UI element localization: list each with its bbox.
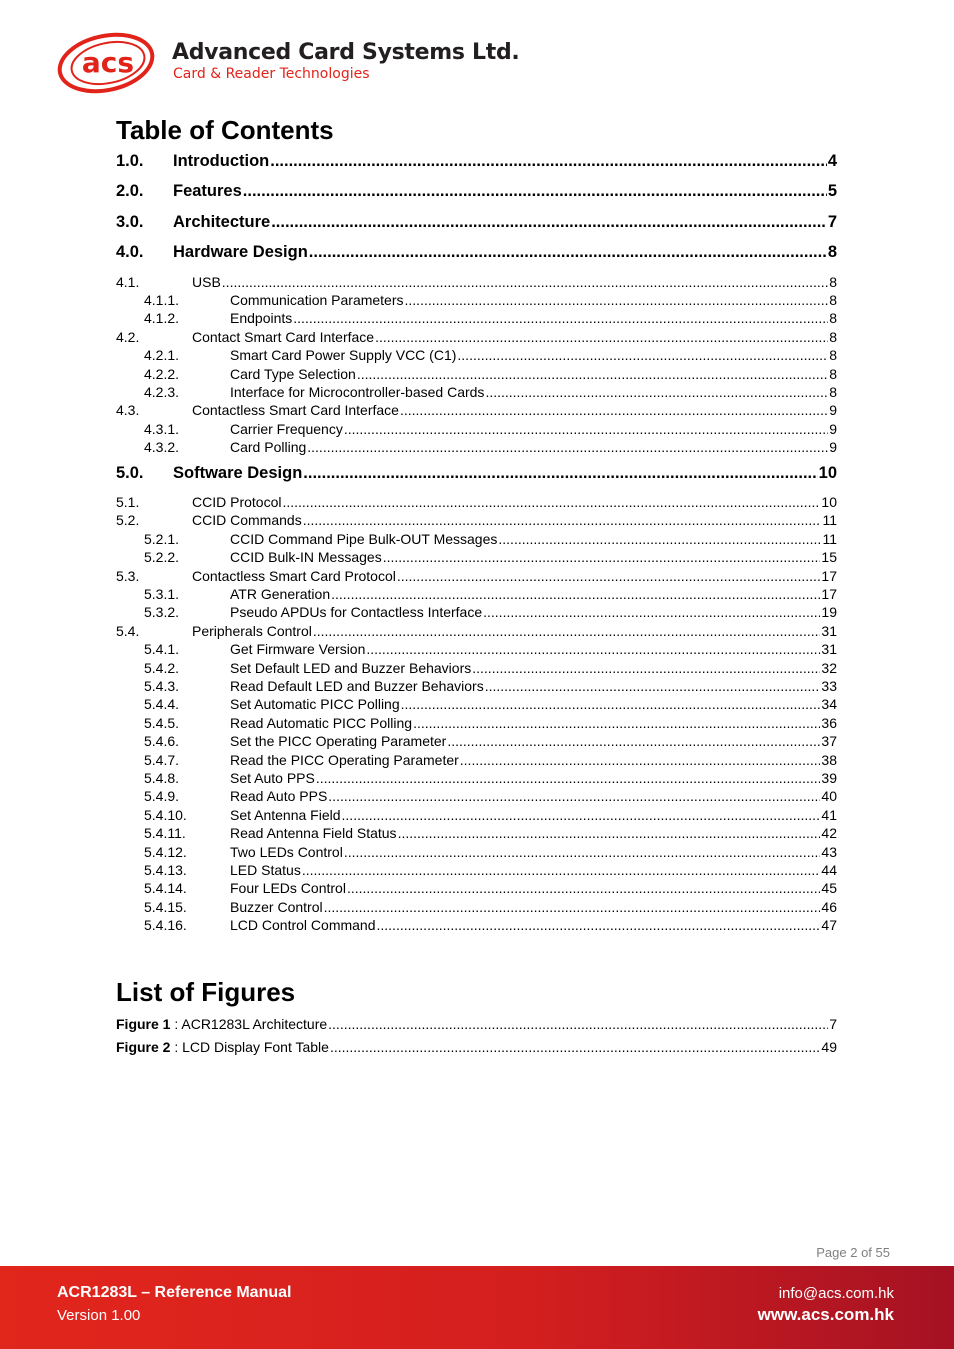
toc-entry-title: Two LEDs Control <box>230 843 343 860</box>
toc-entry[interactable] <box>116 715 837 731</box>
toc-entry-page: 11 <box>822 512 837 529</box>
toc-entry-number: 5.1. <box>116 494 140 510</box>
toc-entry-page: 4 <box>827 152 837 170</box>
toc-entry-number: 5.4.8. <box>144 770 180 786</box>
toc-entry[interactable] <box>116 807 837 823</box>
toc-entry-page: 8 <box>829 328 837 345</box>
toc-entry[interactable] <box>116 464 837 483</box>
toc-entry[interactable] <box>116 752 837 768</box>
toc-leader-dots <box>316 770 821 786</box>
toc-entry-number: 4.2.1. <box>144 347 180 364</box>
toc-leader-dots <box>472 660 820 676</box>
footer-email[interactable]: info@acs.com.hk <box>778 1285 894 1302</box>
toc-entry-number: 5.4.14. <box>144 880 187 897</box>
toc-entry-title: LED Status <box>230 862 301 878</box>
toc-entry-number: 5.4.6. <box>144 733 180 750</box>
toc-leader-dots <box>398 825 821 841</box>
figure-page: 49 <box>821 1039 837 1055</box>
company-tagline: Card & Reader Technologies <box>173 66 370 82</box>
toc-entry-page: 8 <box>829 292 837 308</box>
toc-entry-title: Read the PICC Operating Parameter <box>230 751 459 768</box>
toc-entry-title: Carrier Frequency <box>230 420 343 437</box>
toc-entry-number: 5.4.4. <box>144 696 180 713</box>
toc-entry-number: 3.0. <box>116 212 144 231</box>
toc-entry-title: Contact Smart Card Interface <box>192 328 375 345</box>
toc-entry-number: 4.3.1. <box>144 420 180 437</box>
toc-entry[interactable] <box>116 182 837 201</box>
toc-entry-title: ATR Generation <box>230 586 331 602</box>
toc-leader-dots <box>377 917 821 933</box>
toc-entry-number: 4.2. <box>116 328 140 345</box>
toc-entry[interactable] <box>116 788 837 804</box>
toc-entry[interactable] <box>116 586 837 602</box>
toc-entry-page: 8 <box>829 310 837 327</box>
toc-leader-dots <box>243 182 827 201</box>
toc-leader-dots <box>383 549 821 565</box>
toc-entry-page: 41 <box>821 806 837 823</box>
toc-entry-page: 8 <box>829 347 837 364</box>
toc-entry[interactable] <box>116 439 837 455</box>
toc-entry-title: CCID Commands <box>192 512 302 529</box>
toc-entry-number: 4.1. <box>116 273 140 290</box>
toc-leader-dots <box>344 421 828 437</box>
figure-leader-dots <box>328 1016 828 1032</box>
toc-entry[interactable] <box>116 421 837 437</box>
toc-leader-dots <box>282 494 820 510</box>
toc-entry-page: 10 <box>818 463 837 482</box>
company-logo <box>56 32 520 94</box>
toc-leader-dots <box>331 586 820 602</box>
page-number: Page 2 of 55 <box>816 1245 890 1260</box>
toc-entry-number: 5.3.1. <box>144 586 180 602</box>
toc-leader-dots <box>413 715 820 731</box>
toc-entry[interactable] <box>116 329 837 345</box>
toc-entry-page: 38 <box>821 751 837 768</box>
toc-entry-page: 17 <box>821 567 837 584</box>
toc-entry-number: 5.4.1. <box>144 641 180 658</box>
toc-entry[interactable] <box>116 213 837 232</box>
toc-entry-page: 8 <box>829 365 837 382</box>
toc-entry[interactable] <box>116 678 837 694</box>
toc-leader-dots <box>460 752 821 768</box>
figure-entry[interactable] <box>116 1016 837 1032</box>
toc-entry-title: Set the PICC Operating Parameter <box>230 733 447 750</box>
toc-entry-page: 43 <box>821 843 837 860</box>
toc-entry-number: 2.0. <box>116 182 144 201</box>
toc-entry-number: 5.0. <box>116 463 144 482</box>
toc-leader-dots <box>405 292 829 308</box>
toc-entry-title: Architecture <box>173 212 271 231</box>
toc-entry[interactable] <box>116 531 837 547</box>
toc-entry-title: Software Design <box>173 463 303 482</box>
toc-leader-dots <box>342 807 821 823</box>
toc-entry-page: 9 <box>829 439 837 456</box>
toc-entry-number: 5.4.9. <box>144 788 180 805</box>
toc-entry-page: 8 <box>829 384 837 400</box>
toc-entry-number: 5.4.3. <box>144 678 180 694</box>
toc-entry-page: 31 <box>821 641 837 658</box>
toc-entry-page: 7 <box>827 212 837 231</box>
page-footer <box>0 1266 954 1349</box>
footer-version: Version 1.00 <box>57 1307 141 1324</box>
toc-entry-title: Set Automatic PICC Polling <box>230 696 400 713</box>
toc-entry-number: 5.4.10. <box>144 806 187 823</box>
toc-entry-page: 19 <box>821 604 837 621</box>
toc-entry-title: Introduction <box>173 152 270 170</box>
toc-entry-page: 40 <box>821 788 837 805</box>
toc-entry-title: Peripherals Control <box>192 622 312 639</box>
toc-entry-page: 15 <box>821 549 837 566</box>
toc-entry-page: 42 <box>821 825 837 842</box>
toc-entry-number: 4.1.1. <box>144 292 180 308</box>
toc-entry-number: 5.4. <box>116 622 140 639</box>
toc-leader-dots <box>485 384 828 400</box>
toc-entry[interactable] <box>116 641 837 657</box>
toc-entry-page: 45 <box>821 880 837 897</box>
toc-entry[interactable] <box>116 512 837 528</box>
toc-entry-number: 5.4.13. <box>144 862 187 878</box>
toc-entry[interactable] <box>116 494 837 510</box>
toc-entry-title: Interface for Microcontroller-based Cards <box>230 384 485 400</box>
toc-entry-number: 5.4.16. <box>144 917 187 934</box>
toc-leader-dots <box>366 641 820 657</box>
toc-leader-dots <box>324 899 821 915</box>
toc-entry-page: 44 <box>821 862 837 878</box>
acs-logo-icon <box>56 32 160 94</box>
toc-leader-dots <box>293 310 828 326</box>
toc-leader-dots <box>313 623 821 639</box>
toc-entry-title: Set Antenna Field <box>230 806 341 823</box>
toc-entry[interactable] <box>116 347 837 363</box>
figure-entry[interactable] <box>116 1039 837 1055</box>
toc-entry[interactable] <box>116 917 837 933</box>
toc-entry[interactable] <box>116 733 837 749</box>
toc-entry-title: Smart Card Power Supply VCC (C1) <box>230 347 457 364</box>
toc-leader-dots <box>344 844 821 860</box>
toc-entry-title: Card Type Selection <box>230 365 356 382</box>
toc-entry-title: Read Auto PPS <box>230 788 328 805</box>
toc-entry[interactable] <box>116 862 837 878</box>
toc-leader-dots <box>447 733 820 749</box>
toc-entry-number: 5.4.15. <box>144 898 187 915</box>
toc-entry-title: Set Default LED and Buzzer Behaviors <box>230 659 472 676</box>
toc-entry-number: 5.3.2. <box>144 604 180 621</box>
footer-product: ACR1283L – Reference Manual <box>57 1284 292 1301</box>
toc-leader-dots <box>271 213 827 232</box>
company-name: Advanced Card Systems Ltd. <box>172 40 520 65</box>
toc-entry-number: 4.1.2. <box>144 310 180 327</box>
toc-leader-dots <box>397 568 821 584</box>
toc-entry-page: 39 <box>821 770 837 786</box>
toc-leader-dots <box>375 329 828 345</box>
toc-entry-title: Contactless Smart Card Interface <box>192 402 399 419</box>
toc-entry[interactable] <box>116 880 837 896</box>
toc-entry-page: 36 <box>821 714 837 731</box>
toc-entry-number: 4.0. <box>116 243 144 262</box>
toc-entry-page: 31 <box>821 622 837 639</box>
figure-caption: : ACR1283L Architecture <box>170 1016 328 1032</box>
toc-entry-title: Read Automatic PICC Polling <box>230 714 413 731</box>
toc-entry[interactable] <box>116 899 837 915</box>
toc-entry-title: Pseudo APDUs for Contactless Interface <box>230 604 483 621</box>
toc-leader-dots <box>302 862 821 878</box>
toc-entry-number: 5.3. <box>116 567 140 584</box>
toc-entry-number: 5.2.2. <box>144 549 180 566</box>
toc-leader-dots <box>328 788 820 804</box>
toc-entry-title: CCID Bulk-IN Messages <box>230 549 382 566</box>
toc-entry-page: 10 <box>821 494 837 510</box>
toc-entry-page: 32 <box>821 659 837 676</box>
toc-entry[interactable] <box>116 152 837 171</box>
figure-leader-dots <box>330 1039 820 1055</box>
logo-text: acs <box>81 46 135 79</box>
toc-entry-title: Endpoints <box>230 310 293 327</box>
toc-entry-title: Four LEDs Control <box>230 880 346 897</box>
toc-entry-number: 4.3.2. <box>144 439 180 456</box>
toc-entry-page: 11 <box>822 530 837 547</box>
toc-entry-title: Get Firmware Version <box>230 641 366 658</box>
toc-entry-title: Buzzer Control <box>230 898 323 915</box>
toc-entry[interactable] <box>116 402 837 418</box>
toc-entry-title: Read Antenna Field Status <box>230 825 397 842</box>
toc-entry-page: 33 <box>821 678 837 694</box>
toc-entry-number: 5.2.1. <box>144 530 180 547</box>
toc-entry-number: 5.4.12. <box>144 843 187 860</box>
toc-entry-number: 5.2. <box>116 512 140 529</box>
toc-leader-dots <box>401 696 821 712</box>
toc-entry-title: Hardware Design <box>173 243 308 262</box>
toc-leader-dots <box>498 531 821 547</box>
toc-entry-number: 4.3. <box>116 402 140 419</box>
toc-entry-page: 34 <box>821 696 837 713</box>
toc-entry-title: Card Polling <box>230 439 307 456</box>
toc-entry-number: 5.4.7. <box>144 751 180 768</box>
figure-label: Figure 1 <box>116 1016 171 1032</box>
toc-entry-title: Features <box>173 182 242 201</box>
toc-entry-number: 4.2.3. <box>144 384 180 400</box>
toc-leader-dots <box>357 366 828 382</box>
toc-entry-page: 8 <box>827 243 837 262</box>
toc-entry-title: Communication Parameters <box>230 292 404 308</box>
toc-entry-page: 46 <box>821 898 837 915</box>
toc-entry[interactable] <box>116 292 837 308</box>
toc-entry-title: Set Auto PPS <box>230 770 315 786</box>
figure-caption: : LCD Display Font Table <box>170 1039 329 1055</box>
toc-entry[interactable] <box>116 825 837 841</box>
toc-entry-number: 5.4.2. <box>144 659 180 676</box>
toc-entry[interactable] <box>116 310 837 326</box>
toc-entry[interactable] <box>116 604 837 620</box>
toc-entry[interactable] <box>116 770 837 786</box>
toc-entry-page: 17 <box>821 586 837 602</box>
figure-label: Figure 2 <box>116 1039 171 1055</box>
toc-entry[interactable] <box>116 243 837 262</box>
footer-website[interactable]: www.acs.com.hk <box>757 1305 894 1324</box>
toc-title: Table of Contents <box>116 115 334 145</box>
toc-leader-dots <box>483 604 820 620</box>
toc-entry[interactable] <box>116 366 837 382</box>
toc-leader-dots <box>400 402 828 418</box>
toc-entry[interactable] <box>116 696 837 712</box>
toc-entry-title: LCD Control Command <box>230 917 376 934</box>
toc-leader-dots <box>347 880 820 896</box>
toc-leader-dots <box>309 243 827 262</box>
toc-leader-dots <box>307 439 828 455</box>
toc-entry-page: 9 <box>829 402 837 419</box>
figures-title: List of Figures <box>116 977 296 1007</box>
toc-entry-number: 5.4.5. <box>144 714 180 731</box>
toc-entry[interactable] <box>116 549 837 565</box>
toc-entry-page: 47 <box>821 917 837 934</box>
toc-leader-dots <box>303 512 822 528</box>
toc-leader-dots <box>303 464 817 483</box>
toc-entry-number: 5.4.11. <box>144 825 186 842</box>
toc-entry[interactable] <box>116 568 837 584</box>
toc-entry-title: CCID Protocol <box>192 494 282 510</box>
toc-entry-title: Read Default LED and Buzzer Behaviors <box>230 678 484 694</box>
toc-leader-dots <box>222 274 828 290</box>
toc-entry-number: 4.2.2. <box>144 365 180 382</box>
toc-leader-dots <box>485 678 821 694</box>
toc-entry[interactable] <box>116 274 837 290</box>
toc-leader-dots <box>270 152 827 171</box>
toc-entry-title: USB <box>192 273 221 290</box>
toc-entry-page: 8 <box>829 273 837 290</box>
toc-entry[interactable] <box>116 384 837 400</box>
figure-page: 7 <box>829 1016 837 1032</box>
toc-entry-number: 1.0. <box>116 152 144 170</box>
toc-entry-page: 37 <box>821 733 837 750</box>
toc-entry-title: Contactless Smart Card Protocol <box>192 567 396 584</box>
toc-entry[interactable] <box>116 623 837 639</box>
toc-leader-dots <box>457 347 828 363</box>
toc-entry-title: CCID Command Pipe Bulk-OUT Messages <box>230 530 498 547</box>
toc-entry[interactable] <box>116 844 837 860</box>
toc-entry-page: 5 <box>827 182 837 201</box>
toc-entry-page: 9 <box>829 420 837 437</box>
toc-entry[interactable] <box>116 660 837 676</box>
